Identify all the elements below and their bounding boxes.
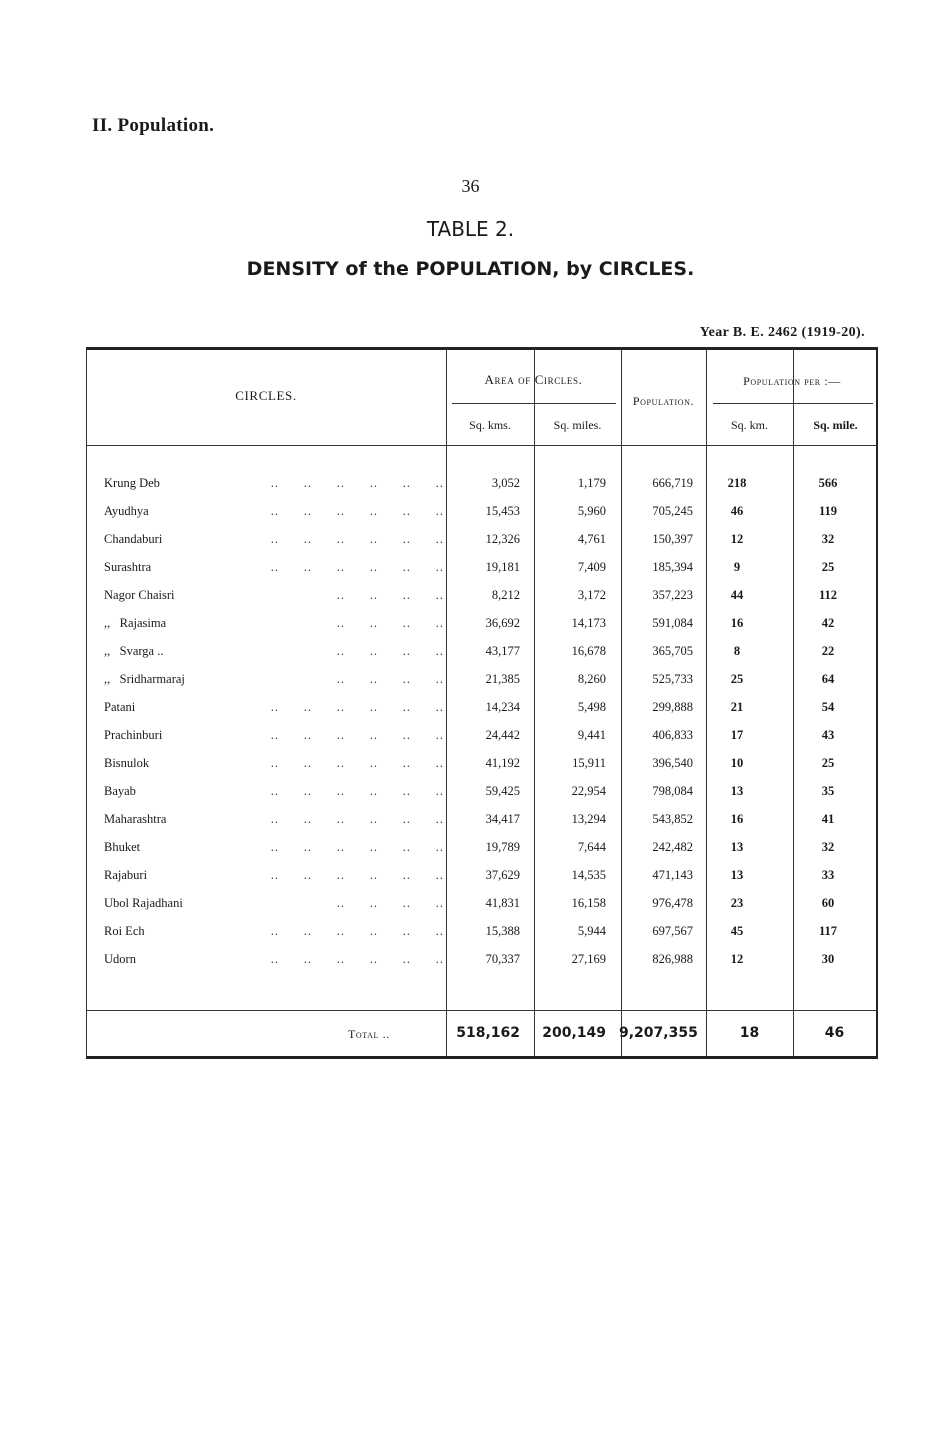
leader-dots: .. .. .. .. .. .. [270, 476, 444, 490]
page-number: 36 [461, 176, 480, 196]
leader-dots: .. .. .. .. .. .. [270, 868, 444, 882]
row-per-km: 23 [730, 896, 744, 910]
row-per-km: 12 [730, 532, 744, 546]
row-population: 798,084 [652, 784, 693, 798]
leader-dots: .. .. .. .. .. .. [270, 504, 444, 518]
row-circle: ,, Svarga .. [104, 644, 164, 658]
row-per-mile: 25 [821, 560, 835, 574]
row-population: 299,888 [652, 700, 693, 714]
row-sq-kms: 36,692 [485, 616, 520, 630]
row-sq-kms: 15,453 [485, 504, 520, 518]
table-row [86, 588, 878, 616]
row-per-km: 12 [730, 952, 744, 966]
leader-dots: .. .. .. .. .. .. [270, 840, 444, 854]
row-per-km: 9 [733, 560, 741, 574]
row-per-mile: 60 [821, 896, 835, 910]
row-population: 525,733 [652, 672, 693, 686]
header-population: Population. [632, 394, 695, 408]
row-per-km: 17 [730, 728, 744, 742]
leader-dots: .. .. .. .. .. .. [270, 560, 444, 574]
leader-dots: .. .. .. .. [336, 588, 444, 602]
row-sq-kms: 70,337 [485, 952, 520, 966]
row-circle: Surashtra [104, 560, 152, 574]
row-sq-kms: 3,052 [491, 476, 520, 490]
section-heading: II. Population. [92, 115, 215, 136]
row-per-mile: 566 [818, 476, 838, 490]
row-sq-miles: 7,409 [577, 560, 606, 574]
row-per-km: 8 [733, 644, 741, 658]
table-row [86, 644, 878, 672]
row-circle: Ubol Rajadhani [104, 896, 183, 910]
leader-dots: .. .. .. .. .. .. [270, 756, 444, 770]
row-sq-miles: 13,294 [571, 812, 606, 826]
row-per-mile: 41 [821, 812, 835, 826]
leader-dots: .. .. .. .. .. .. [270, 700, 444, 714]
per-group-rule [713, 403, 873, 404]
row-per-mile: 112 [818, 588, 838, 602]
row-sq-kms: 19,789 [485, 840, 520, 854]
row-sq-miles: 27,169 [571, 952, 606, 966]
row-circle: Maharashtra [104, 812, 167, 826]
leader-dots: .. .. .. .. [336, 616, 444, 630]
row-circle: Bhuket [104, 840, 141, 854]
row-sq-kms: 19,181 [485, 560, 520, 574]
row-per-mile: 64 [821, 672, 835, 686]
row-sq-miles: 9,441 [577, 728, 606, 742]
row-per-km: 218 [727, 476, 747, 490]
row-circle: Udorn [104, 952, 136, 966]
row-per-mile: 42 [821, 616, 835, 630]
row-circle: Ayudhya [104, 504, 149, 518]
area-group-rule [452, 403, 616, 404]
row-per-km: 45 [730, 924, 744, 938]
row-population: 666,719 [652, 476, 693, 490]
row-population: 242,482 [652, 840, 693, 854]
total-per-km: 18 [739, 1025, 760, 1041]
row-per-mile: 25 [821, 756, 835, 770]
row-sq-miles: 4,761 [577, 532, 606, 546]
row-sq-miles: 22,954 [571, 784, 606, 798]
table-row [86, 560, 878, 588]
table-row [86, 504, 878, 532]
row-circle: Chandaburi [104, 532, 163, 546]
row-sq-miles: 14,535 [571, 868, 606, 882]
row-circle: Prachinburi [104, 728, 163, 742]
header-sq-km: Sq. km. [730, 418, 768, 432]
row-sq-kms: 37,629 [485, 868, 520, 882]
row-per-mile: 54 [821, 700, 835, 714]
table-row [86, 728, 878, 756]
leader-dots: .. .. .. .. .. .. [270, 784, 444, 798]
row-sq-kms: 15,388 [485, 924, 520, 938]
row-sq-kms: 14,234 [485, 700, 520, 714]
table-title: DENSITY of the POPULATION, by CIRCLES. [246, 258, 695, 280]
row-sq-miles: 3,172 [577, 588, 606, 602]
row-circle: Bayab [104, 784, 136, 798]
total-per-mile: 46 [824, 1025, 845, 1041]
row-per-km: 16 [730, 812, 744, 826]
row-per-km: 13 [730, 784, 744, 798]
row-per-km: 25 [730, 672, 744, 686]
row-per-mile: 32 [821, 532, 835, 546]
table-row [86, 700, 878, 728]
row-population: 471,143 [652, 868, 693, 882]
row-circle: ,, Sridharmaraj [104, 672, 185, 686]
row-circle: Roi Ech [104, 924, 145, 938]
row-circle: Krung Deb [104, 476, 160, 490]
row-sq-kms: 34,417 [485, 812, 520, 826]
leader-dots: .. .. .. .. .. .. [270, 532, 444, 546]
row-circle: Rajaburi [104, 868, 148, 882]
row-sq-miles: 8,260 [577, 672, 606, 686]
row-per-mile: 119 [818, 504, 838, 518]
total-label: Total .. [348, 1027, 390, 1041]
row-sq-kms: 24,442 [485, 728, 520, 742]
row-population: 150,397 [652, 532, 693, 546]
table-row [86, 672, 878, 700]
header-sq-kms: Sq. kms. [469, 418, 511, 432]
row-circle: Bisnulok [104, 756, 150, 770]
row-per-mile: 117 [818, 924, 838, 938]
table-row [86, 896, 878, 924]
leader-dots: .. .. .. .. .. .. [270, 952, 444, 966]
table-row [86, 868, 878, 896]
total-sq-miles: 200,149 [542, 1025, 606, 1041]
leader-dots: .. .. .. .. [336, 672, 444, 686]
row-sq-miles: 5,498 [577, 700, 606, 714]
row-sq-miles: 5,944 [577, 924, 606, 938]
row-population: 396,540 [652, 756, 693, 770]
row-circle: Nagor Chaisri [104, 588, 175, 602]
table-row [86, 952, 878, 980]
row-sq-miles: 5,960 [577, 504, 606, 518]
row-sq-miles: 16,158 [571, 896, 606, 910]
row-sq-kms: 41,831 [485, 896, 520, 910]
total-top-rule [86, 1010, 878, 1011]
header-bottom-rule [86, 445, 878, 446]
row-population: 976,478 [652, 896, 693, 910]
table-row [86, 812, 878, 840]
row-sq-kms: 12,326 [485, 532, 520, 546]
row-population: 591,084 [652, 616, 693, 630]
row-per-km: 21 [730, 700, 744, 714]
row-sq-miles: 1,179 [577, 476, 606, 490]
leader-dots: .. .. .. .. .. .. [270, 924, 444, 938]
row-population: 406,833 [652, 728, 693, 742]
row-population: 705,245 [652, 504, 693, 518]
row-per-mile: 35 [821, 784, 835, 798]
table-row [86, 476, 878, 504]
year-line: Year B. E. 2462 (1919-20). [699, 325, 865, 340]
row-sq-miles: 15,911 [572, 756, 606, 770]
row-sq-miles: 7,644 [577, 840, 606, 854]
header-circles: CIRCLES. [235, 388, 297, 403]
table-row [86, 784, 878, 812]
table-row [86, 924, 878, 952]
table-row [86, 756, 878, 784]
table-number: TABLE 2. [426, 217, 515, 241]
leader-dots: .. .. .. .. [336, 644, 444, 658]
row-population: 697,567 [652, 924, 693, 938]
table-row [86, 840, 878, 868]
row-population: 543,852 [652, 812, 693, 826]
row-per-km: 13 [730, 868, 744, 882]
row-per-mile: 43 [821, 728, 835, 742]
table-row [86, 616, 878, 644]
row-population: 826,988 [652, 952, 693, 966]
row-sq-kms: 41,192 [485, 756, 520, 770]
row-per-mile: 32 [821, 840, 835, 854]
total-row [86, 1025, 878, 1053]
row-sq-kms: 59,425 [485, 784, 520, 798]
leader-dots: .. .. .. .. .. .. [270, 812, 444, 826]
row-population: 357,223 [652, 588, 693, 602]
row-per-km: 13 [730, 840, 744, 854]
leader-dots: .. .. .. .. .. .. [270, 728, 444, 742]
row-per-mile: 22 [821, 644, 835, 658]
row-per-km: 46 [730, 504, 744, 518]
row-per-km: 44 [730, 588, 744, 602]
row-circle: ,, Rajasima [104, 616, 167, 630]
row-per-mile: 33 [821, 868, 835, 882]
row-circle: Patani [104, 700, 136, 714]
header-sq-mile: Sq. mile. [813, 418, 858, 432]
total-sq-kms: 518,162 [456, 1025, 520, 1041]
row-sq-kms: 8,212 [491, 588, 520, 602]
table-row [86, 532, 878, 560]
row-per-km: 10 [730, 756, 744, 770]
header-per-group: Population per :— [743, 374, 841, 388]
row-population: 185,394 [652, 560, 693, 574]
leader-dots: .. .. .. .. [336, 896, 444, 910]
row-sq-kms: 43,177 [485, 644, 520, 658]
row-sq-kms: 21,385 [485, 672, 520, 686]
header-area-group: Area of Circles. [484, 372, 583, 387]
density-table [86, 347, 878, 1059]
total-population: 9,207,355 [619, 1025, 698, 1041]
row-per-mile: 30 [821, 952, 835, 966]
row-population: 365,705 [652, 644, 693, 658]
row-sq-miles: 16,678 [571, 644, 606, 658]
row-sq-miles: 14,173 [571, 616, 606, 630]
header-sq-miles: Sq. miles. [553, 418, 602, 432]
row-per-km: 16 [730, 616, 744, 630]
